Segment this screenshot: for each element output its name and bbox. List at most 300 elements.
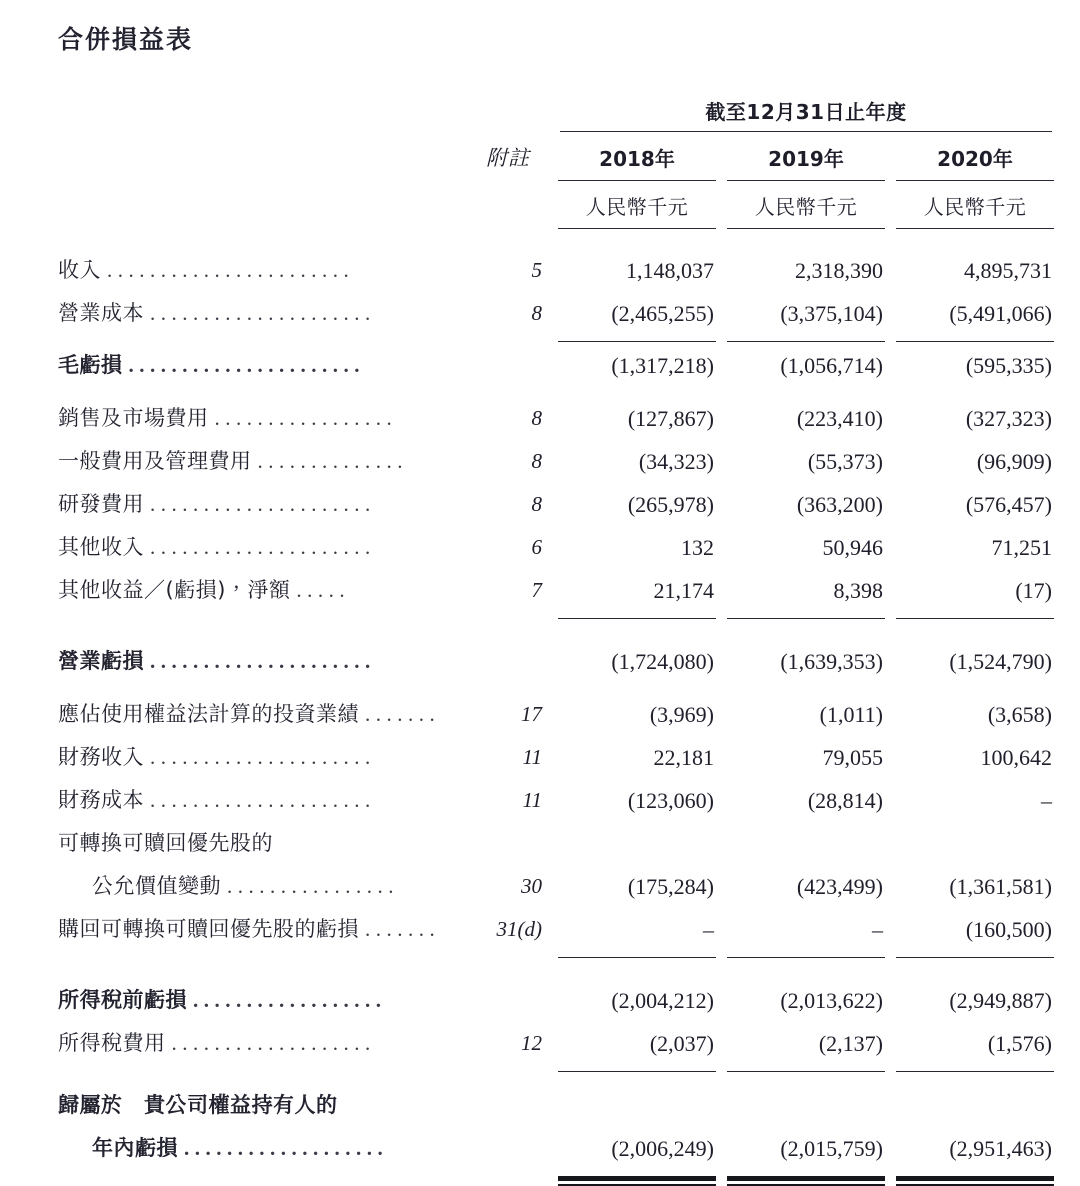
- row-label: [58, 736, 468, 779]
- year-header-sep-2: [885, 133, 896, 179]
- value-separator: [885, 440, 896, 483]
- period-header-row: [58, 96, 1054, 130]
- value-separator: [716, 979, 727, 1022]
- year-header-2019: 2019年: [768, 146, 844, 171]
- row-gap: [548, 569, 558, 612]
- table-row: [58, 736, 1054, 779]
- row-value: (2,015,759): [780, 1136, 883, 1161]
- value-separator: [885, 483, 896, 526]
- subtotal-rule-cell-1: [558, 1065, 716, 1074]
- subtotal-rule-pad-note: [468, 951, 548, 960]
- subtotal-rule-cell-1: [558, 612, 716, 621]
- table-row: [58, 908, 1054, 951]
- row-note: [468, 822, 548, 865]
- row-note: 30: [521, 874, 542, 898]
- value-separator: [885, 640, 896, 683]
- leader-dots: ......................: [128, 353, 365, 377]
- subtotal-rule-sep-1: [716, 951, 727, 960]
- row-gap: [548, 344, 558, 387]
- row-label: [58, 822, 468, 865]
- subtotal-rule-row: [58, 335, 1054, 344]
- row-value: (1,639,353): [780, 649, 883, 674]
- row-label: [58, 397, 468, 440]
- row-note: 8: [531, 492, 542, 516]
- value-separator: [885, 249, 896, 292]
- row-gap: [548, 397, 558, 440]
- row-value: [727, 822, 885, 865]
- subtotal-rule-pad-note: [468, 335, 548, 344]
- grand-rule-pad-gap: [548, 1170, 558, 1186]
- unit-rule-1: [558, 228, 716, 229]
- row-spacer: [58, 683, 1054, 693]
- row-label: [58, 1127, 468, 1170]
- value-separator: [716, 822, 727, 865]
- subtotal-rule-cell-2: [727, 951, 885, 960]
- table-row: [58, 822, 1054, 865]
- row-spacer: [58, 1074, 1054, 1084]
- row-label-text: 毛虧損: [58, 353, 123, 377]
- row-value: –: [1041, 788, 1052, 813]
- subtotal-rule-pad: [58, 951, 468, 960]
- subtotal-rule-pad-gap: [548, 335, 558, 344]
- row-label: [58, 569, 468, 612]
- row-note: [468, 344, 548, 387]
- row-value: (2,465,255): [611, 301, 714, 326]
- row-label: [58, 292, 468, 335]
- row-gap: [548, 908, 558, 951]
- row-value: (2,951,463): [949, 1136, 1052, 1161]
- unit-header-2019: 人民幣千元: [754, 195, 858, 219]
- period-header-pad-gap: [548, 96, 558, 130]
- row-value: (265,978): [627, 492, 714, 517]
- grand-rule-pad-note: [468, 1170, 548, 1186]
- subtotal-rule-sep-1: [716, 335, 727, 344]
- subtotal-rule-sep-1: [716, 612, 727, 621]
- grand-total-rule-1: [558, 1176, 716, 1184]
- table-row: [58, 483, 1054, 526]
- row-gap: [548, 1022, 558, 1065]
- row-value: 132: [681, 535, 714, 560]
- grand-rule-sep-2: [885, 1170, 896, 1186]
- year-header-row: [58, 133, 1054, 179]
- row-value: (175,284): [627, 874, 714, 899]
- row-value: (127,867): [627, 406, 714, 431]
- table-row: [58, 1084, 1054, 1127]
- value-separator: [716, 292, 727, 335]
- table-row: [58, 640, 1054, 683]
- subtotal-rule-3: [896, 1071, 1054, 1072]
- row-gap: [548, 440, 558, 483]
- value-separator: [716, 397, 727, 440]
- value-separator: [716, 569, 727, 612]
- row-value: (1,011): [819, 702, 883, 727]
- value-separator: [885, 1084, 896, 1127]
- row-label-text: 營業虧損: [58, 649, 144, 673]
- row-value: (576,457): [965, 492, 1052, 517]
- row-spacer-cell: [58, 621, 1054, 640]
- page-title: 合併損益表: [58, 25, 194, 54]
- subtotal-rule-sep-1: [716, 1065, 727, 1074]
- subtotal-rule-pad: [58, 612, 468, 621]
- row-gap: [548, 822, 558, 865]
- value-separator: [716, 640, 727, 683]
- year-header-sep-1: [716, 133, 727, 179]
- subtotal-rule-1: [558, 341, 716, 342]
- row-label: [58, 344, 468, 387]
- period-header-label: 截至12月31日止年度: [705, 100, 907, 124]
- table-row: [58, 292, 1054, 335]
- unit-rule-3: [896, 228, 1054, 229]
- row-label-text: 其他收入: [58, 535, 144, 559]
- row-value: (1,317,218): [611, 353, 714, 378]
- subtotal-rule-cell-1: [558, 335, 716, 344]
- value-separator: [885, 1127, 896, 1170]
- row-value: 100,642: [980, 745, 1052, 770]
- row-value: (2,037): [649, 1031, 714, 1056]
- year-header-pad: [58, 133, 468, 179]
- table-row: [58, 1022, 1054, 1065]
- row-value: (1,576): [987, 1031, 1052, 1056]
- subtotal-rule-2: [727, 341, 885, 342]
- row-value: 21,174: [653, 578, 714, 603]
- row-value: 71,251: [991, 535, 1052, 560]
- value-separator: [885, 979, 896, 1022]
- row-label-text: 財務收入: [58, 745, 144, 769]
- table-row: [58, 1127, 1054, 1170]
- subtotal-rule-cell-2: [727, 612, 885, 621]
- row-gap: [548, 249, 558, 292]
- unit-header-sep-2: [885, 182, 896, 227]
- subtotal-rule-3: [896, 957, 1054, 958]
- row-value: 79,055: [822, 745, 883, 770]
- row-note: 12: [521, 1031, 542, 1055]
- row-label: [58, 779, 468, 822]
- value-separator: [716, 865, 727, 908]
- subtotal-rule-pad-gap: [548, 951, 558, 960]
- subtotal-rule-1: [558, 618, 716, 619]
- row-gap: [548, 1084, 558, 1127]
- unit-header-gap: [548, 182, 558, 227]
- table-row: [58, 249, 1054, 292]
- table-row: [58, 440, 1054, 483]
- row-label: [58, 526, 468, 569]
- row-value: (1,524,790): [949, 649, 1052, 674]
- row-note: [468, 1084, 548, 1127]
- table-row: [58, 979, 1054, 1022]
- row-value: (3,969): [649, 702, 714, 727]
- row-value: –: [872, 917, 883, 942]
- value-separator: [716, 526, 727, 569]
- leader-dots: ..................: [193, 988, 387, 1012]
- value-separator: [716, 1084, 727, 1127]
- row-label-text: 其他收益／(虧損)，淨額: [58, 578, 291, 602]
- row-label-text: 收入: [58, 258, 101, 282]
- value-separator: [716, 1127, 727, 1170]
- row-value: [558, 822, 716, 865]
- row-value: 1,148,037: [626, 258, 714, 283]
- subtotal-rule-cell-3: [896, 612, 1054, 621]
- value-separator: [716, 693, 727, 736]
- subtotal-rule-cell-2: [727, 335, 885, 344]
- row-spacer-cell: [58, 960, 1054, 979]
- leader-dots: .....................: [150, 492, 376, 516]
- subtotal-rule-pad: [58, 335, 468, 344]
- leader-dots: .......: [365, 702, 441, 726]
- row-value: (123,060): [627, 788, 714, 813]
- table-row: [58, 779, 1054, 822]
- value-separator: [885, 397, 896, 440]
- grand-total-rule-2: [727, 1176, 885, 1184]
- unit-header-2018: 人民幣千元: [585, 195, 689, 219]
- unit-header-pad: [58, 182, 468, 227]
- row-gap: [548, 640, 558, 683]
- row-note: 7: [531, 578, 542, 602]
- value-separator: [716, 440, 727, 483]
- grand-rule-cell-1: [558, 1170, 716, 1186]
- row-note: 17: [521, 702, 542, 726]
- leader-dots: ...................: [171, 1031, 376, 1055]
- grand-total-rule-3: [896, 1176, 1054, 1184]
- subtotal-rule-cell-3: [896, 1065, 1054, 1074]
- row-value: (327,323): [965, 406, 1052, 431]
- year-header-2020: 2020年: [937, 146, 1013, 171]
- value-separator: [716, 249, 727, 292]
- subtotal-rule-pad-note: [468, 1065, 548, 1074]
- subtotal-rule-pad: [58, 1065, 468, 1074]
- value-separator: [885, 736, 896, 779]
- subtotal-rule-1: [558, 957, 716, 958]
- subtotal-rule-pad-note: [468, 612, 548, 621]
- row-label-text: 財務成本: [58, 788, 144, 812]
- row-label-text: 購回可轉換可贖回優先股的虧損: [58, 917, 359, 941]
- subtotal-rule-1: [558, 1071, 716, 1072]
- row-label-text: 所得稅費用: [58, 1031, 166, 1055]
- row-value: 22,181: [653, 745, 714, 770]
- row-value: (5,491,066): [949, 301, 1052, 326]
- subtotal-rule-3: [896, 618, 1054, 619]
- value-separator: [885, 292, 896, 335]
- note-column-header: 附註: [486, 146, 530, 170]
- table-row: [58, 693, 1054, 736]
- leader-dots: .....................: [150, 649, 376, 673]
- subtotal-rule-cell-2: [727, 1065, 885, 1074]
- row-value: (223,410): [796, 406, 883, 431]
- row-note: 11: [522, 788, 542, 812]
- unit-header-sep-1: [716, 182, 727, 227]
- value-separator: [885, 569, 896, 612]
- grand-rule-cell-3: [896, 1170, 1054, 1186]
- row-value: (28,814): [807, 788, 883, 813]
- row-value: (34,323): [638, 449, 714, 474]
- row-spacer: [58, 621, 1054, 640]
- row-value: [558, 1084, 716, 1127]
- year-rule-2: [727, 180, 885, 181]
- row-gap: [548, 779, 558, 822]
- value-separator: [716, 908, 727, 951]
- period-rule: [560, 131, 1052, 132]
- row-note: 31(d): [496, 917, 542, 941]
- row-value: 8,398: [833, 578, 883, 603]
- unit-header-row: [58, 182, 1054, 227]
- value-separator: [716, 483, 727, 526]
- subtotal-rule-3: [896, 341, 1054, 342]
- subtotal-rule-2: [727, 957, 885, 958]
- row-spacer-cell: [58, 1074, 1054, 1084]
- row-note: 8: [531, 449, 542, 473]
- row-value: 4,895,731: [964, 258, 1052, 283]
- row-label: [58, 1022, 468, 1065]
- row-value: (2,137): [818, 1031, 883, 1056]
- row-gap: [548, 526, 558, 569]
- row-value: (17): [1015, 578, 1052, 603]
- row-spacer: [58, 960, 1054, 979]
- row-value: (423,499): [796, 874, 883, 899]
- row-label-text: 研發費用: [58, 492, 144, 516]
- row-gap: [548, 483, 558, 526]
- grand-total-rule-row: [58, 1170, 1054, 1186]
- row-gap: [548, 979, 558, 1022]
- table-row: [58, 865, 1054, 908]
- value-separator: [885, 865, 896, 908]
- row-label-text: 年內虧損: [92, 1136, 178, 1160]
- row-spacer: [58, 230, 1054, 249]
- row-gap: [548, 1127, 558, 1170]
- subtotal-rule-2: [727, 618, 885, 619]
- row-label-text: 一般費用及管理費用: [58, 449, 252, 473]
- subtotal-rule-sep-2: [885, 612, 896, 621]
- grand-rule-pad: [58, 1170, 468, 1186]
- subtotal-rule-cell-3: [896, 335, 1054, 344]
- leader-dots: .......: [365, 917, 441, 941]
- year-header-2018: 2018年: [599, 146, 675, 171]
- grand-rule-sep-1: [716, 1170, 727, 1186]
- year-rule-3: [896, 180, 1054, 181]
- leader-dots: .....................: [150, 788, 376, 812]
- row-value: (1,056,714): [780, 353, 883, 378]
- row-value: (3,658): [987, 702, 1052, 727]
- leader-dots: .....................: [150, 535, 376, 559]
- financial-table: [58, 96, 1054, 1186]
- row-gap: [548, 292, 558, 335]
- leader-dots: .................: [214, 406, 398, 430]
- unit-header-2020: 人民幣千元: [923, 195, 1027, 219]
- row-value: 50,946: [822, 535, 883, 560]
- row-label: [58, 979, 468, 1022]
- row-note: [468, 1127, 548, 1170]
- row-label: [58, 1084, 468, 1127]
- row-note: 11: [522, 745, 542, 769]
- value-separator: [885, 779, 896, 822]
- value-separator: [885, 344, 896, 387]
- row-spacer-cell: [58, 387, 1054, 397]
- row-label-text: 所得稅前虧損: [58, 988, 187, 1012]
- row-value: [896, 1084, 1054, 1127]
- unit-header-pad-note: [468, 182, 548, 227]
- subtotal-rule-cell-1: [558, 951, 716, 960]
- row-label-text: 可轉換可贖回優先股的: [58, 831, 273, 855]
- row-note: [468, 640, 548, 683]
- year-rule-1: [558, 180, 716, 181]
- value-separator: [885, 693, 896, 736]
- value-separator: [716, 736, 727, 779]
- row-value: (595,335): [965, 353, 1052, 378]
- row-value: (3,375,104): [780, 301, 883, 326]
- row-value: [896, 822, 1054, 865]
- subtotal-rule-row: [58, 612, 1054, 621]
- leader-dots: .....: [296, 578, 351, 602]
- subtotal-rule-sep-2: [885, 1065, 896, 1074]
- leader-dots: .....................: [150, 745, 376, 769]
- row-value: (55,373): [807, 449, 883, 474]
- period-header-pad: [58, 96, 468, 130]
- period-header-pad-note: [468, 96, 548, 130]
- value-separator: [716, 1022, 727, 1065]
- row-spacer: [58, 387, 1054, 397]
- row-value: (1,724,080): [611, 649, 714, 674]
- subtotal-rule-sep-2: [885, 335, 896, 344]
- row-note: 8: [531, 406, 542, 430]
- row-value: (1,361,581): [949, 874, 1052, 899]
- row-label: [58, 249, 468, 292]
- table-row: [58, 397, 1054, 440]
- row-gap: [548, 693, 558, 736]
- row-label-text: 銷售及市場費用: [58, 406, 209, 430]
- row-value: (363,200): [796, 492, 883, 517]
- row-value: (2,949,887): [949, 988, 1052, 1013]
- subtotal-rule-pad-gap: [548, 1065, 558, 1074]
- value-separator: [885, 1022, 896, 1065]
- row-value: –: [703, 917, 714, 942]
- subtotal-rule-cell-3: [896, 951, 1054, 960]
- row-label: [58, 440, 468, 483]
- unit-rule-2: [727, 228, 885, 229]
- row-note: [468, 979, 548, 1022]
- row-value: (2,013,622): [780, 988, 883, 1013]
- row-label: [58, 640, 468, 683]
- row-label-text: 公允價值變動: [92, 874, 221, 898]
- row-note: 8: [531, 301, 542, 325]
- table-row: [58, 569, 1054, 612]
- leader-dots: .......................: [107, 258, 355, 282]
- leader-dots: ..............: [257, 449, 408, 473]
- year-header-gap: [548, 133, 558, 179]
- row-note: 6: [531, 535, 542, 559]
- value-separator: [716, 779, 727, 822]
- row-spacer-cell: [58, 230, 1054, 249]
- row-label: [58, 693, 468, 736]
- row-label-text: 營業成本: [58, 301, 144, 325]
- row-label: [58, 865, 468, 908]
- value-separator: [885, 908, 896, 951]
- table-row: [58, 526, 1054, 569]
- subtotal-rule-sep-2: [885, 951, 896, 960]
- grand-rule-cell-2: [727, 1170, 885, 1186]
- row-gap: [548, 865, 558, 908]
- row-label: [58, 908, 468, 951]
- table-row: [58, 344, 1054, 387]
- leader-dots: ................: [227, 874, 399, 898]
- statement-rows: [58, 230, 1054, 1186]
- row-value: [727, 1084, 885, 1127]
- row-label-text: 歸屬於 貴公司權益持有人的: [58, 1093, 338, 1117]
- value-separator: [885, 822, 896, 865]
- row-value: (2,004,212): [611, 988, 714, 1013]
- row-label-text: 應佔使用權益法計算的投資業績: [58, 702, 359, 726]
- row-value: (2,006,249): [611, 1136, 714, 1161]
- subtotal-rule-2: [727, 1071, 885, 1072]
- row-value: 2,318,390: [795, 258, 883, 283]
- value-separator: [716, 344, 727, 387]
